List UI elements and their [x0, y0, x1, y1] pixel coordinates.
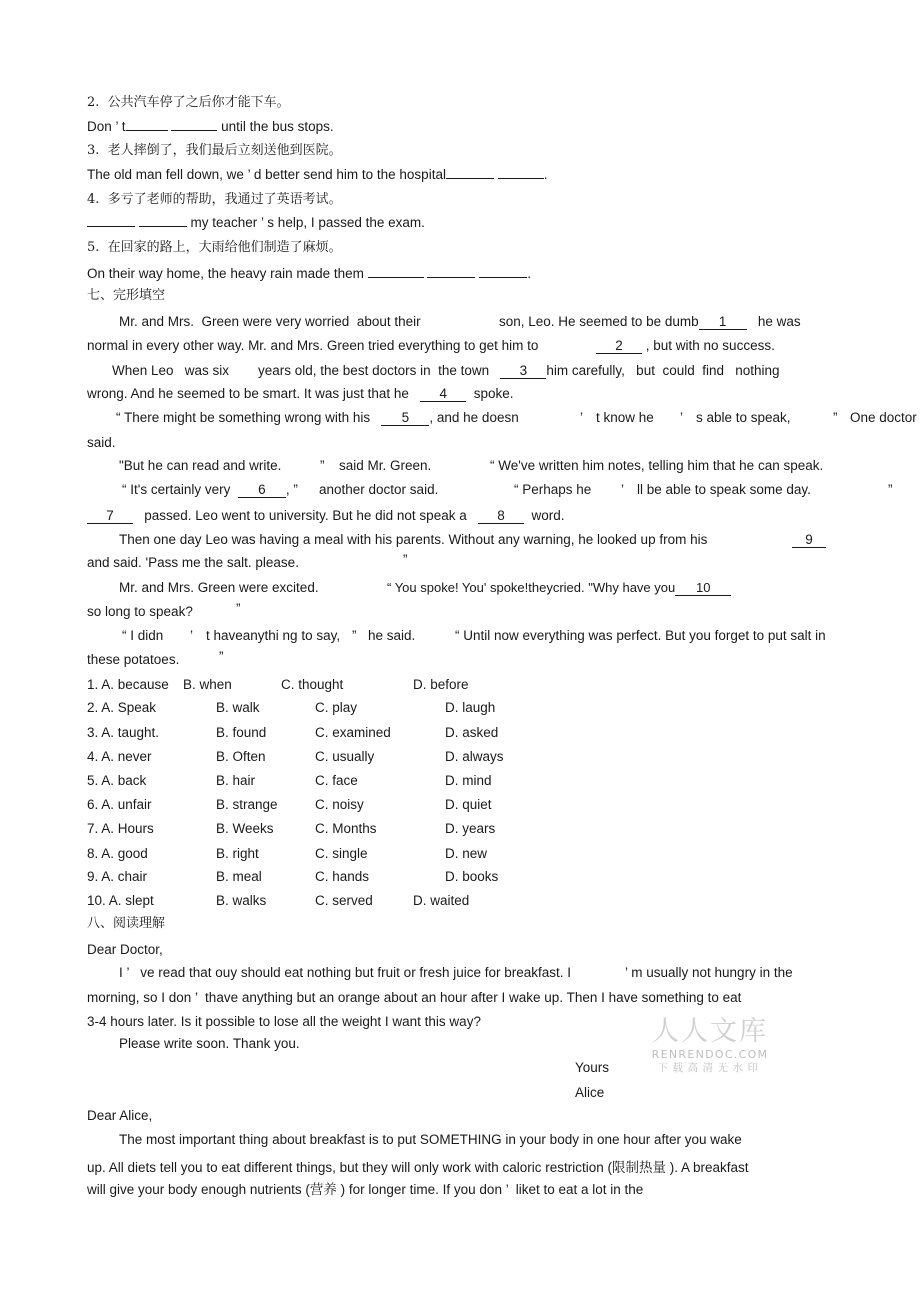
- option-5c: C. face: [315, 773, 358, 788]
- cloze-line-6: said.: [87, 435, 116, 450]
- option-6a: 6. A. unfair: [87, 797, 152, 812]
- letter1-line-1b: ’ m usually not hungry in the: [625, 965, 793, 980]
- cloze-line-8-text3: ll be able to speak some day.: [637, 482, 811, 497]
- cloze-line-15: these potatoes.: [87, 652, 180, 667]
- cloze-line-5-text3: One doctor: [850, 410, 917, 425]
- option-3a: 3. A. taught.: [87, 725, 160, 740]
- blank-3: 3: [500, 363, 546, 379]
- cloze-heading: 七、完形填空: [87, 288, 166, 303]
- letter1-sign-1: Yours: [575, 1060, 610, 1075]
- option-8c: C. single: [315, 846, 368, 861]
- cloze-line-7-text2: “ We've written him notes, telling him that he can speak.: [490, 458, 824, 473]
- cloze-line-1b: son, Leo. He seemed to be dumb 1 he was: [499, 314, 801, 329]
- option-7c: C. Months: [315, 821, 377, 836]
- option-9c: C. hands: [315, 869, 370, 884]
- option-7d: D. years: [445, 821, 496, 836]
- option-8b: B. right: [216, 846, 259, 861]
- cloze-line-11: and said. 'Pass me the salt. please.: [87, 555, 299, 570]
- cloze-line-14-quote: ’: [190, 628, 193, 643]
- option-5a: 5. A. back: [87, 773, 147, 788]
- cloze-line-11-quote: ”: [403, 552, 408, 567]
- watermark-logo: [646, 1016, 774, 1075]
- blank-4: 4: [420, 386, 466, 402]
- option-3d: D. asked: [445, 725, 499, 740]
- option-10a: 10. A. slept: [87, 893, 154, 908]
- letter2-line-2: up. All diets tell you to eat different things, but they will only work with caloric restriction (限制热量 ). A breakfast: [87, 1160, 749, 1175]
- cloze-line-10-blank: [792, 531, 826, 549]
- q5-chinese: 5. 在回家的路上，大雨给他们制造了麻烦。: [87, 240, 342, 255]
- option-5b: B. hair: [216, 773, 256, 788]
- cloze-line-14-quote2: ”: [352, 628, 357, 643]
- blank-6: 6: [238, 482, 286, 498]
- option-1b: B. when: [183, 677, 232, 692]
- cloze-line-14-text3: “ Until now everything was perfect. But you forget to put salt in: [455, 628, 826, 643]
- cloze-line-2: normal in every other way. Mr. and Mrs. Green tried everything to get him to: [87, 338, 539, 353]
- cloze-line-14-text: t haveanythi ng to say,: [206, 628, 341, 643]
- q2-english: Don ’ t until the bus stops.: [87, 119, 334, 134]
- option-2a: 2. A. Speak: [87, 700, 157, 715]
- option-9b: B. meal: [216, 869, 262, 884]
- blank-7: 7: [87, 508, 133, 524]
- cloze-line-13-quote: ”: [236, 601, 241, 616]
- option-4a: 4. A. never: [87, 749, 152, 764]
- watermark-url: RENRENDOC.COM: [651, 1048, 769, 1061]
- cloze-line-3b: years old, the best doctors in the town 3 him carefully, but could find nothing: [258, 363, 780, 378]
- cloze-line-7-text: said Mr. Green.: [339, 458, 432, 473]
- option-2d: D. laugh: [445, 700, 496, 715]
- cloze-line-2b: 2 , but with no success.: [596, 337, 775, 355]
- cloze-line-8-quote: ’: [621, 482, 624, 497]
- option-10d: D. waited: [413, 893, 470, 908]
- option-10c: C. served: [315, 893, 373, 908]
- option-1d: D. before: [413, 677, 469, 692]
- option-8d: D. new: [445, 846, 488, 861]
- cloze-line-15-quote: ”: [219, 649, 224, 664]
- option-7b: B. Weeks: [216, 821, 274, 836]
- cloze-line-8-text2: “ Perhaps he: [514, 482, 592, 497]
- cloze-line-10: Then one day Leo was having a meal with his parents. Without any warning, he looked up from his: [119, 532, 708, 547]
- option-2b: B. walk: [216, 700, 260, 715]
- letter1-greeting: Dear Doctor,: [87, 942, 163, 957]
- letter2-line-3: will give your body enough nutrients (营养 ) for longer time. If you don ’ liket to eat a lot in the: [87, 1182, 644, 1197]
- cloze-line-1: Mr. and Mrs. Green were very worried about their: [119, 314, 421, 329]
- blank-10: 10: [675, 580, 731, 596]
- letter2-greeting: Dear Alice,: [87, 1108, 153, 1123]
- option-8a: 8. A. good: [87, 846, 148, 861]
- cloze-line-7-quote: ”: [320, 458, 325, 473]
- cloze-line-9: 7 passed. Leo went to university. But he did not speak a 8 word.: [87, 507, 565, 525]
- option-9d: D. books: [445, 869, 499, 884]
- cloze-line-7: "But he can read and write.: [119, 458, 282, 473]
- cloze-line-14: “ I didn: [122, 628, 164, 643]
- blank-5: 5: [381, 410, 429, 426]
- q4-chinese: 4. 多亏了老师的帮助，我通过了英语考试。: [87, 192, 342, 207]
- cloze-line-14-text2: he said.: [368, 628, 416, 643]
- option-5d: D. mind: [445, 773, 492, 788]
- cloze-line-13: so long to speak?: [87, 604, 193, 619]
- letter2-line-1: The most important thing about breakfast is to put SOMETHING in your body in one hour after you wake: [119, 1132, 742, 1147]
- q2-chinese: 2. 公共汽车停了之后你才能下车。: [87, 95, 290, 110]
- cloze-line-5-text: t know he: [596, 410, 654, 425]
- option-9a: 9. A. chair: [87, 869, 148, 884]
- option-6c: C. noisy: [315, 797, 364, 812]
- cloze-line-5-quote2: ’: [680, 410, 683, 425]
- blank-2: 2: [596, 338, 642, 354]
- q3-english: The old man fell down, we ’ d better send him to the hospital .: [87, 167, 548, 182]
- letter1-line-2: morning, so I don ’ thave anything but an orange about an hour after I wake up. Then I have something to eat: [87, 990, 742, 1005]
- option-4d: D. always: [445, 749, 504, 764]
- blank-9: 9: [792, 532, 826, 548]
- option-10b: B. walks: [216, 893, 267, 908]
- cloze-line-12-text: “ You spoke! You' spoke!theycried. "Why have you 10: [387, 579, 731, 597]
- letter1-sign-2: Alice: [575, 1085, 605, 1100]
- option-6d: D. quiet: [445, 797, 492, 812]
- cloze-line-8-text: another doctor said.: [319, 482, 439, 497]
- cloze-line-3: When Leo was six: [112, 363, 230, 378]
- option-4c: C. usually: [315, 749, 375, 764]
- option-6b: B. strange: [216, 797, 278, 812]
- letter1-line-1: I ’ ve read that ouy should eat nothing but fruit or fresh juice for breakfast. I: [119, 965, 571, 980]
- cloze-line-5-quote3: ”: [833, 410, 838, 425]
- option-7a: 7. A. Hours: [87, 821, 154, 836]
- cloze-line-5: “ There might be something wrong with his 5 , and he doesn: [116, 410, 519, 425]
- cloze-line-5-quote: ’: [580, 410, 583, 425]
- blank-8: 8: [478, 508, 524, 524]
- cloze-line-8: “ It's certainly very 6 , ”: [122, 482, 298, 497]
- cloze-line-5-text2: s able to speak,: [696, 410, 791, 425]
- watermark-subtitle: 下载高清无水印: [657, 1062, 763, 1074]
- option-3c: C. examined: [315, 725, 391, 740]
- reading-heading: 八、阅读理解: [87, 916, 166, 931]
- option-1a: 1. A. because: [87, 677, 169, 692]
- option-3b: B. found: [216, 725, 267, 740]
- watermark-title: 人人文库: [652, 1016, 768, 1047]
- cloze-line-8-quote2: ”: [888, 482, 893, 497]
- option-1c: C. thought: [281, 677, 344, 692]
- q4-english: my teacher ’ s help, I passed the exam.: [87, 214, 425, 232]
- blank-1: 1: [699, 314, 747, 330]
- letter1-line-4: Please write soon. Thank you.: [119, 1036, 300, 1051]
- option-4b: B. Often: [216, 749, 266, 764]
- option-2c: C. play: [315, 700, 358, 715]
- cloze-line-12: Mr. and Mrs. Green were excited.: [119, 580, 319, 595]
- q5-english: On their way home, the heavy rain made them .: [87, 266, 531, 281]
- cloze-line-4: wrong. And he seemed to be smart. It was just that he 4 spoke.: [87, 386, 514, 401]
- letter1-line-3: 3-4 hours later. Is it possible to lose all the weight I want this way?: [87, 1014, 481, 1029]
- q3-chinese: 3. 老人摔倒了，我们最后立刻送他到医院。: [87, 143, 342, 158]
